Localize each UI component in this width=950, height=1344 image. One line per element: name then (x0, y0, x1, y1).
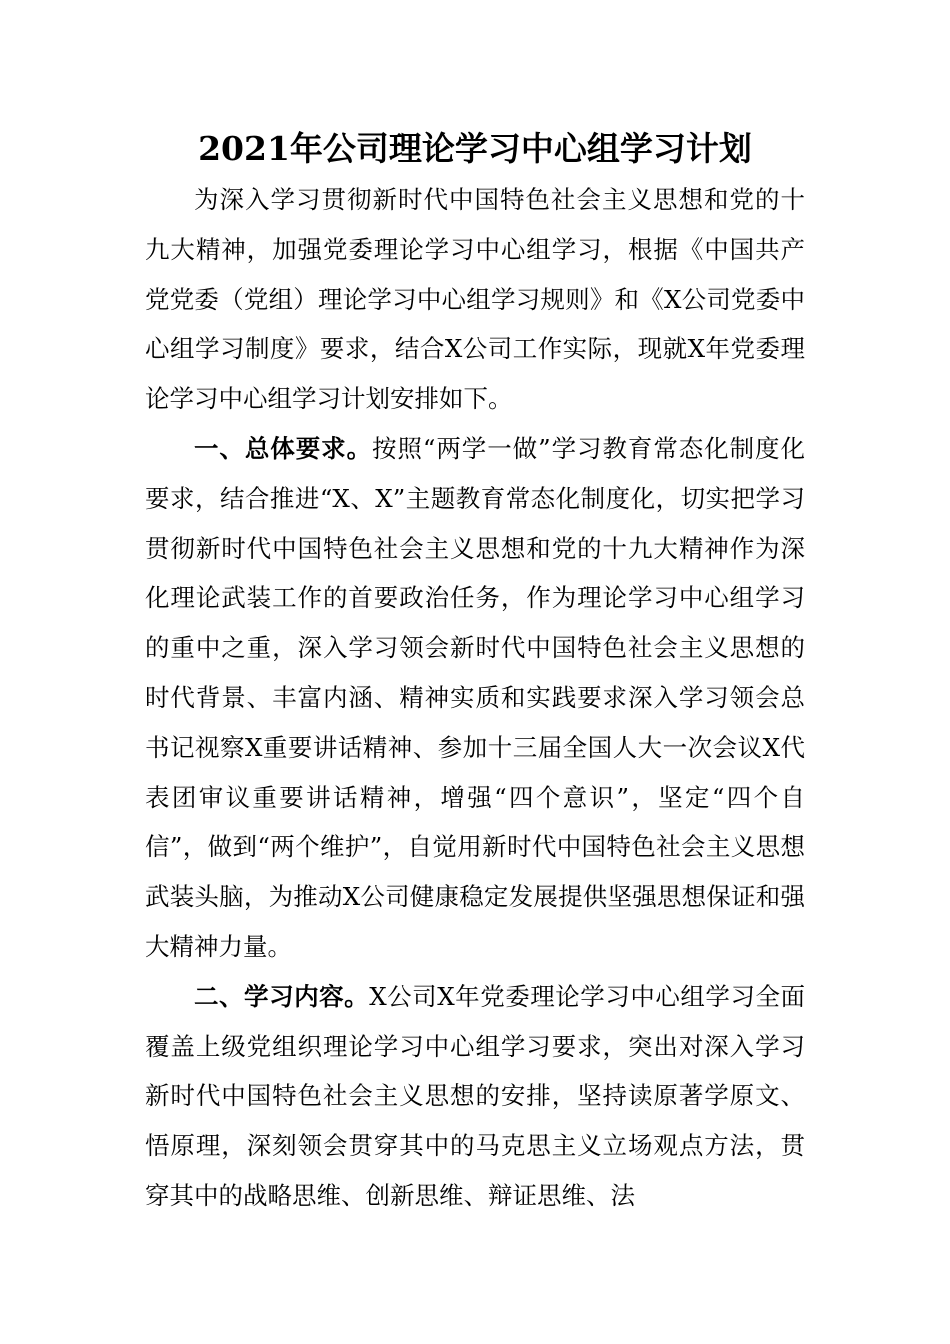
paragraph-text: 按照“两学一做”学习教育常态化制度化要求，结合推进“X、X”主题教育常态化制度化，切实把学习贯彻新时代中国特色社会主义思想和党的十九大精神作为深化理论武装工作的首要政治任务，作为理论学习中心组学习的重中之重，深入学习领会新时代中国特色社会主义思想的时代背景、丰富内涵、精神实质和实践要求深入学习领会总书记视察X重要讲话精神、参加十三届全国人大一次会议X代表团审议重要讲话精神，增强“四个意识”，坚定“四个自信”，做到“两个维护”，自觉用新时代中国特色社会主义思想武装头脑，为推动X公司健康稳定发展提供坚强思想保证和强大精神力量。 (145, 433, 805, 961)
paragraph-study-content (145, 972, 805, 1221)
section-heading: 二、学习内容。 (194, 981, 370, 1011)
document-title: 2021年公司理论学习中心组学习计划 (198, 129, 752, 168)
paragraph-intro (145, 175, 805, 424)
paragraph-text: X公司X年党委理论学习中心组学习全面覆盖上级党组织理论学习中心组学习要求，突出对深入学习新时代中国特色社会主义思想的安排，坚持读原著学原文、悟原理，深刻领会贯穿其中的马克思主义立场观点方法，贯穿其中的战略思维、创新思维、辩证思维、法 (145, 981, 806, 1210)
section-heading: 一、总体要求。 (194, 433, 373, 463)
paragraph-text: 为深入学习贯彻新时代中国特色社会主义思想和党的十九大精神，加强党委理论学习中心组学习，根据《中国共产党党委（党组）理论学习中心组学习规则》和《X公司党委中心组学习制度》要求，结合X公司工作实际，现就X年党委理论学习中心组学习计划安排如下。 (145, 185, 805, 414)
paragraph-general-requirements (145, 424, 805, 972)
document-body (145, 175, 805, 1221)
